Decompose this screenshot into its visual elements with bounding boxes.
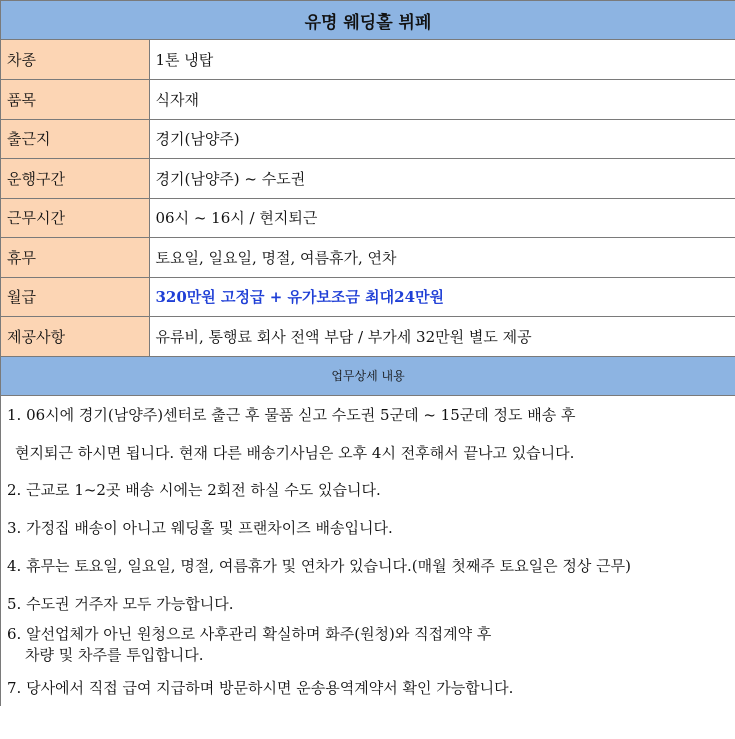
row-label-holidays: 휴무 xyxy=(1,238,149,278)
row-label-benefits: 제공사항 xyxy=(1,317,149,357)
detail-line: 현지퇴근 하시면 됩니다. 현재 다른 배송기사님은 오후 4시 전후해서 끝나고 있습니다. xyxy=(15,443,575,462)
row-value-workplace: 경기(남양주) xyxy=(149,119,735,159)
detail-line: 2. 근교로 1~2곳 배송 시에는 2회전 하실 수도 있습니다. xyxy=(7,481,381,500)
row-value-salary: 320만원 고정급 + 유가보조금 최대24만원 xyxy=(149,277,735,317)
details-list xyxy=(1,396,735,707)
row-label-item: 품목 xyxy=(1,80,149,120)
info-table xyxy=(1,40,735,357)
row-label-salary: 월급 xyxy=(1,277,149,317)
row-value-item: 식자재 xyxy=(149,80,735,120)
table-row xyxy=(1,40,735,80)
row-label-workplace: 출근지 xyxy=(1,119,149,159)
row-label-route: 운행구간 xyxy=(1,159,149,199)
table-row xyxy=(1,159,735,199)
table-row xyxy=(1,277,735,317)
table-row xyxy=(1,119,735,159)
detail-line: 7. 당사에서 직접 급여 지급하며 방문하시면 운송용역계약서 확인 가능합니다. xyxy=(7,678,514,697)
table-row xyxy=(1,198,735,238)
table-row xyxy=(1,317,735,357)
row-label-hours: 근무시간 xyxy=(1,198,149,238)
detail-line: 5. 수도권 거주자 모두 가능합니다. xyxy=(7,594,234,613)
row-value-benefits: 유류비, 통행료 회사 전액 부담 / 부가세 32만원 별도 제공 xyxy=(149,317,735,357)
details-section-title: 업무상세 내용 xyxy=(1,357,735,396)
row-label-vehicle: 차종 xyxy=(1,40,149,80)
row-value-hours: 06시 ~ 16시 / 현지퇴근 xyxy=(149,198,735,238)
detail-line: 6. 알선업체가 아닌 원청으로 사후관리 확실하며 화주(원청)와 직접계약 후 xyxy=(7,625,492,644)
table-row xyxy=(1,80,735,120)
detail-line: 1. 06시에 경기(남양주)센터로 출근 후 물품 싣고 수도권 5군데 ~ 15군데 정도 배송 후 xyxy=(7,405,576,424)
detail-line: 차량 및 차주를 투입합니다. xyxy=(25,646,204,665)
row-value-route: 경기(남양주) ~ 수도권 xyxy=(149,159,735,199)
row-value-vehicle: 1톤 냉탑 xyxy=(149,40,735,80)
detail-line: 3. 가정집 배송이 아니고 웨딩홀 및 프랜차이즈 배송입니다. xyxy=(7,519,393,538)
posting-title: 유명 웨딩홀 뷔페 xyxy=(1,0,735,40)
table-row xyxy=(1,238,735,278)
detail-line: 4. 휴무는 토요일, 일요일, 명절, 여름휴가 및 연차가 있습니다.(매월 첫째주 토요일은 정상 근무) xyxy=(7,557,631,576)
row-value-holidays: 토요일, 일요일, 명절, 여름휴가, 연차 xyxy=(149,238,735,278)
